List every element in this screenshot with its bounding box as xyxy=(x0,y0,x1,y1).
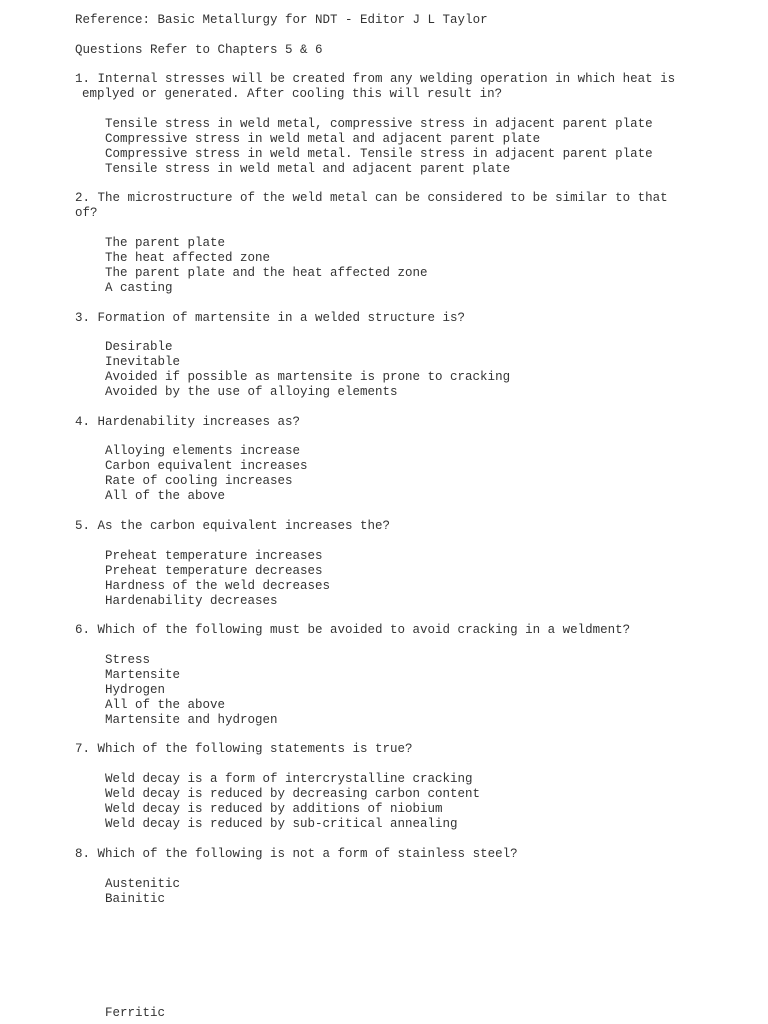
question-7-option-c: Weld decay is reduced by additions of niobium xyxy=(105,802,443,816)
question-1-option-c: Compressive stress in weld metal. Tensile stress in adjacent parent plate xyxy=(105,147,653,161)
question-1-text: 1. Internal stresses will be created from any welding operation in which heat is xyxy=(75,72,676,86)
question-6-option-e: Martensite and hydrogen xyxy=(105,713,278,727)
question-1-option-d: Tensile stress in weld metal and adjacent parent plate xyxy=(105,162,511,176)
question-4-option-d: All of the above xyxy=(105,489,226,503)
question-7-option-a: Weld decay is a form of intercrystalline cracking xyxy=(105,772,473,786)
question-6-text: 6. Which of the following must be avoided to avoid cracking in a weldment? xyxy=(75,623,631,637)
question-5-option-d: Hardenability decreases xyxy=(105,594,278,608)
question-8-option-c: Ferritic xyxy=(105,1006,166,1020)
question-3-text: 3. Formation of martensite in a welded structure is? xyxy=(75,311,466,325)
question-6-option-b: Martensite xyxy=(105,668,181,682)
question-2-option-b: The heat affected zone xyxy=(105,251,271,265)
question-3-option-d: Avoided by the use of alloying elements xyxy=(105,385,398,399)
question-5-option-a: Preheat temperature increases xyxy=(105,549,323,563)
question-3-option-b: Inevitable xyxy=(105,355,181,369)
question-2-text-continued: of? xyxy=(75,206,98,220)
question-1-option-b: Compressive stress in weld metal and adjacent parent plate xyxy=(105,132,541,146)
question-4-option-a: Alloying elements increase xyxy=(105,444,301,458)
reference-line: Reference: Basic Metallurgy for NDT - Editor J L Taylor xyxy=(75,13,488,27)
question-1-option-a: Tensile stress in weld metal, compressive stress in adjacent parent plate xyxy=(105,117,653,131)
question-2-option-c: The parent plate and the heat affected zone xyxy=(105,266,428,280)
question-8-text: 8. Which of the following is not a form of stainless steel? xyxy=(75,847,518,861)
question-5-text: 5. As the carbon equivalent increases the? xyxy=(75,519,391,533)
question-2-option-a: The parent plate xyxy=(105,236,226,250)
question-8-option-a: Austenitic xyxy=(105,877,181,891)
question-7-text: 7. Which of the following statements is true? xyxy=(75,742,413,756)
question-7-option-b: Weld decay is reduced by decreasing carbon content xyxy=(105,787,481,801)
question-4-option-b: Carbon equivalent increases xyxy=(105,459,308,473)
question-1-text-continued: emplyed or generated. After cooling this will result in? xyxy=(82,87,503,101)
question-7-option-d: Weld decay is reduced by sub-critical annealing xyxy=(105,817,458,831)
question-6-option-d: All of the above xyxy=(105,698,226,712)
question-2-option-d: A casting xyxy=(105,281,173,295)
chapters-line: Questions Refer to Chapters 5 & 6 xyxy=(75,43,323,57)
question-6-option-a: Stress xyxy=(105,653,151,667)
question-4-text: 4. Hardenability increases as? xyxy=(75,415,301,429)
question-3-option-a: Desirable xyxy=(105,340,173,354)
question-4-option-c: Rate of cooling increases xyxy=(105,474,293,488)
question-8-option-b: Bainitic xyxy=(105,892,166,906)
question-6-option-c: Hydrogen xyxy=(105,683,166,697)
question-2-text: 2. The microstructure of the weld metal can be considered to be similar to that xyxy=(75,191,668,205)
question-5-option-c: Hardness of the weld decreases xyxy=(105,579,331,593)
question-5-option-b: Preheat temperature decreases xyxy=(105,564,323,578)
question-3-option-c: Avoided if possible as martensite is prone to cracking xyxy=(105,370,511,384)
